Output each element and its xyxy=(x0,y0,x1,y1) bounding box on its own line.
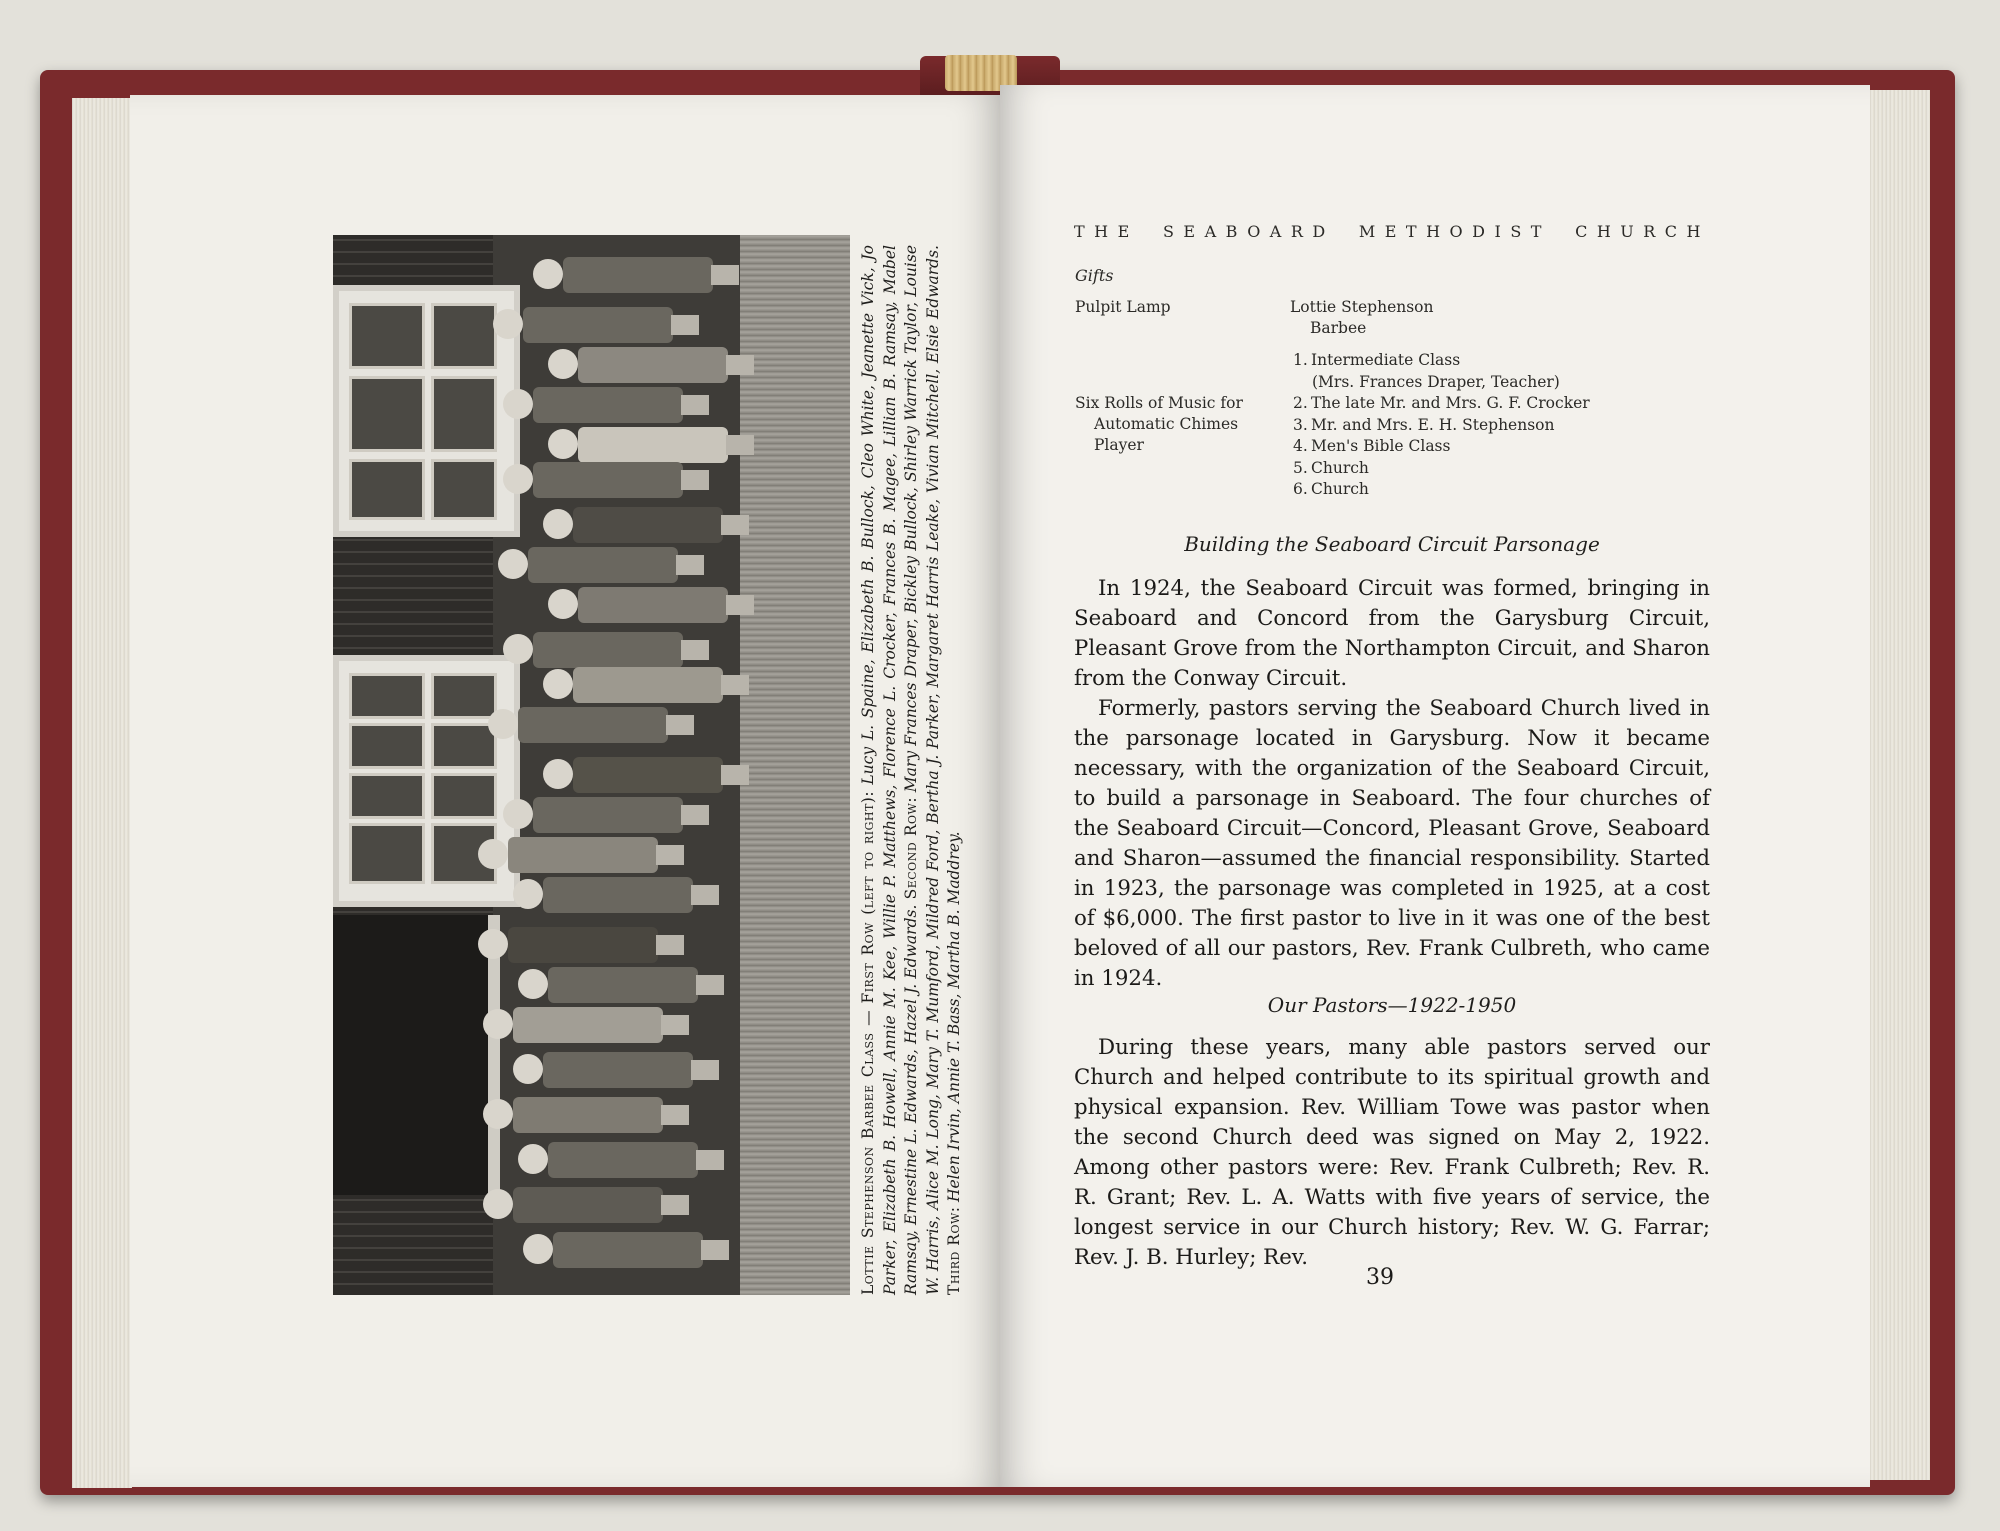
caption-title: Lottie Stephenson Barbee Class xyxy=(859,1032,877,1295)
photo-caption: Lottie Stephenson Barbee Class — First Row (left to right): Lucy L. Spaine, Elizabeth B. Bullock, Cleo White, Jeanette Vick, Jo Parker, Elizabeth B. Howell, Annie M. Kee, Willie P. Matthews, Florence L. Crocker, Frances B. Magee, Lillian B. Ramsay, Mabel Ramsay, Ernestine L. Edwards, Hazel J. Edwards. Second Row: Mary Frances Draper, Bickley Bullock, Shirley Warrick Taylor, Louise W. Harris, Alice M. Long, Mary T. Mumford, Mildred Ford, Bertha J. Parker, Margaret Harris Leake, Vivian Mitchell, Elsie Edwards. Third Row: Helen Irvin, Annie T. Bass, Martha B. Maddrey. xyxy=(859,245,963,1295)
page-bleed-through xyxy=(1240,100,1660,118)
gift-donor: Lottie Stephenson xyxy=(1290,298,1434,316)
gift-donor: Barbee xyxy=(1310,319,1367,337)
church-doorway xyxy=(333,915,500,1195)
caption-row-label: Third Row xyxy=(945,1212,963,1295)
gift-item-music-rolls: Automatic Chimes xyxy=(1094,415,1239,433)
gift-donor-list xyxy=(1293,350,1590,501)
list-item: 5. Church xyxy=(1293,458,1369,477)
caption-second-row: Mary Frances Draper, Bickley Bullock, Shirley Warrick Taylor, Louise W. Harris, Alice M. Long, Mary T. Mumford, Mildred Ford, Bertha J. Parker, Margaret Harris Leake, Vivian Mitchell, Elsie Edwards. xyxy=(902,245,942,1295)
list-item: 3. Mr. and Mrs. E. H. Stephenson xyxy=(1293,415,1555,434)
section-heading: Building the Seaboard Circuit Parsonage xyxy=(1184,532,1600,556)
running-head-word: THE xyxy=(1074,222,1139,241)
running-head-word: SEABOARD xyxy=(1162,222,1335,241)
lawn xyxy=(740,235,850,1295)
gift-item-music-rolls: Player xyxy=(1094,436,1144,454)
page-number: 39 xyxy=(1366,1265,1394,1290)
left-page-edges xyxy=(72,98,132,1488)
gift-item-music-rolls: Six Rolls of Music for xyxy=(1075,394,1243,412)
gifts-label: Gifts xyxy=(1075,266,1114,285)
paragraph: In 1924, the Seaboard Circuit was formed, bringing in Seaboard and Concord from the Garysburg Circuit, Pleasant Grove from the Northampton Circuit, and Sharon from the Conway Circuit. xyxy=(1074,576,1710,691)
paragraph: During these years, many able pastors served our Church and helped contribute to its spiritual growth and physical expansion. Rev. William Towe was pastor when the second Church deed was signed on May 2, 1922. Among other pastors were: Rev. Frank Culbreth; Rev. R. R. Grant; Rev. L. A. Watts with five years of service, the longest service in our Church history; Rev. W. G. Farrar; Rev. J. B. Hurley; Rev. xyxy=(1074,1035,1710,1270)
caption-third-row: Helen Irvin, Annie T. Bass, Martha B. Maddrey. xyxy=(945,831,963,1203)
caption-row-label: Second Row xyxy=(902,802,920,900)
section-heading: Our Pastors—1922-1950 xyxy=(1267,993,1517,1017)
caption-row-label: First Row (left to right) xyxy=(859,796,877,1004)
running-head-word: CHURCH xyxy=(1575,222,1710,241)
list-item: 6. Church xyxy=(1293,480,1369,498)
right-page-edges xyxy=(1870,90,1930,1480)
paragraph: Formerly, pastors serving the Seaboard Church lived in the parsonage located in Garysburg. Now it became necessary, with the organization of the Seaboard Circuit, to build a parsonage in Seaboard. The four churches of the Seaboard Circuit—Concord, Pleasant Grove, Seaboard and Sharon—assumed the financial responsibility. Started in 1923, the parsonage was completed in 1925, at a cost of $6,000. The first pastor to live in it was one of the best beloved of all our pastors, Rev. Frank Culbreth, who came in 1924. xyxy=(1074,696,1710,991)
running-head xyxy=(1074,222,1710,241)
list-item: (Mrs. Frances Draper, Teacher) xyxy=(1312,372,1560,391)
stained-glass-window xyxy=(333,285,520,537)
running-head-word: METHODIST xyxy=(1358,222,1551,241)
class-group-photo xyxy=(333,235,850,1295)
gift-item-pulpit-lamp: Pulpit Lamp xyxy=(1075,298,1171,316)
list-item: 1. Intermediate Class xyxy=(1293,351,1461,369)
caption-first-row: Lucy L. Spaine, Elizabeth B. Bullock, Cleo White, Jeanette Vick, Jo Parker, Elizabeth B. Howell, Annie M. Kee, Willie P. Matthews, Florence L. Crocker, Frances B. Magee, Lillian B. Ramsay, Mabel Ramsay, Ernestine L. Edwards, Hazel J. Edwards. xyxy=(859,245,920,1295)
list-item: 4. Men's Bible Class xyxy=(1293,437,1451,455)
list-item: 2. The late Mr. and Mrs. G. F. Crocker xyxy=(1293,394,1590,412)
